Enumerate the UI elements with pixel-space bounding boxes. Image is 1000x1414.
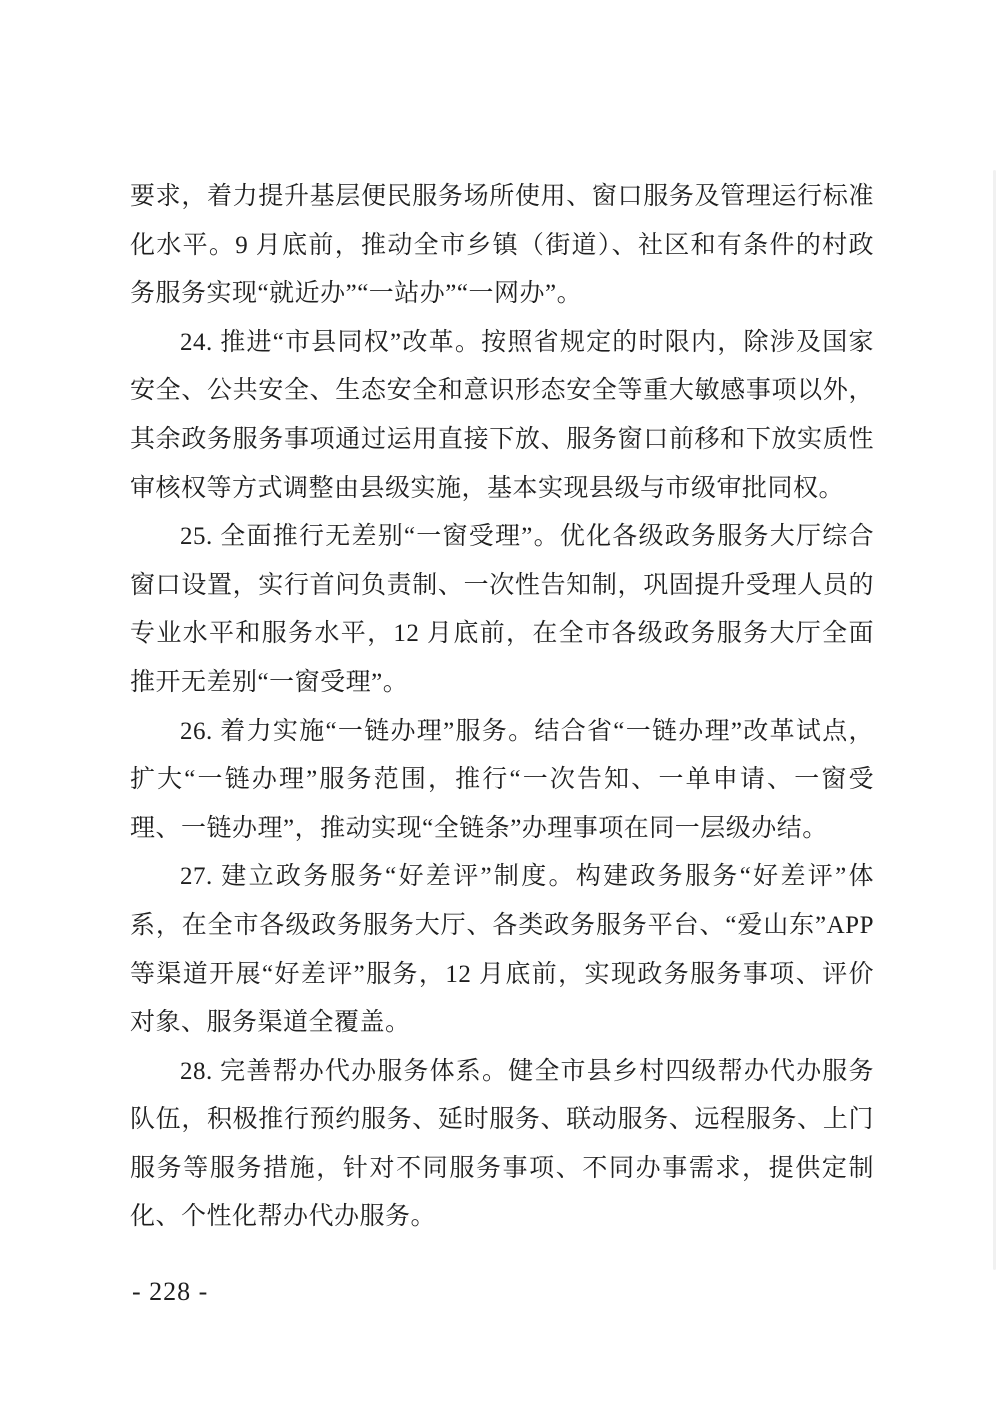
paragraph-item-26: 26. 着力实施“一链办理”服务。结合省“一链办理”改革试点，扩大“一链办理”服务范围，推行“一次告知、一单申请、一窗受理、一链办理”，推动实现“全链条”办理事项在同一层级办结。 bbox=[130, 717, 874, 842]
paragraph-continuation: 要求，着力提升基层便民服务场所使用、窗口服务及管理运行标准化水平。9 月底前，推动全市乡镇（街道）、社区和有条件的村政务服务实现“就近办”“一站办”“一网办”。 bbox=[130, 183, 874, 308]
paragraph-item-25: 25. 全面推行无差别“一窗受理”。优化各级政务服务大厅综合窗口设置，实行首问负责制、一次性告知制，巩固提升受理人员的专业水平和服务水平，12 月底前，在全市各级政务服务大厅全面推开无差别“一窗受理”。 bbox=[130, 523, 874, 696]
body-text-block bbox=[130, 173, 874, 1242]
page-edge-shadow bbox=[993, 170, 996, 1270]
page-number: - 228 - bbox=[132, 1277, 209, 1306]
paragraph-item-28: 28. 完善帮办代办服务体系。健全市县乡村四级帮办代办服务队伍，积极推行预约服务、延时服务、联动服务、远程服务、上门服务等服务措施，针对不同服务事项、不同办事需求，提供定制化、个性化帮办代办服务。 bbox=[130, 1057, 874, 1231]
paragraph-item-27: 27. 建立政务服务“好差评”制度。构建政务服务“好差评”体系，在全市各级政务服务大厅、各类政务服务平台、“爱山东”APP等渠道开展“好差评”服务，12 月底前，实现政务服务事项、评价对象、服务渠道全覆盖。 bbox=[130, 863, 874, 1037]
paragraph-item-24: 24. 推进“市县同权”改革。按照省规定的时限内，除涉及国家安全、公共安全、生态安全和意识形态安全等重大敏感事项以外，其余政务服务事项通过运用直接下放、服务窗口前移和下放实质性审核权等方式调整由县级实施，基本实现县级与市级审批同权。 bbox=[130, 328, 874, 502]
